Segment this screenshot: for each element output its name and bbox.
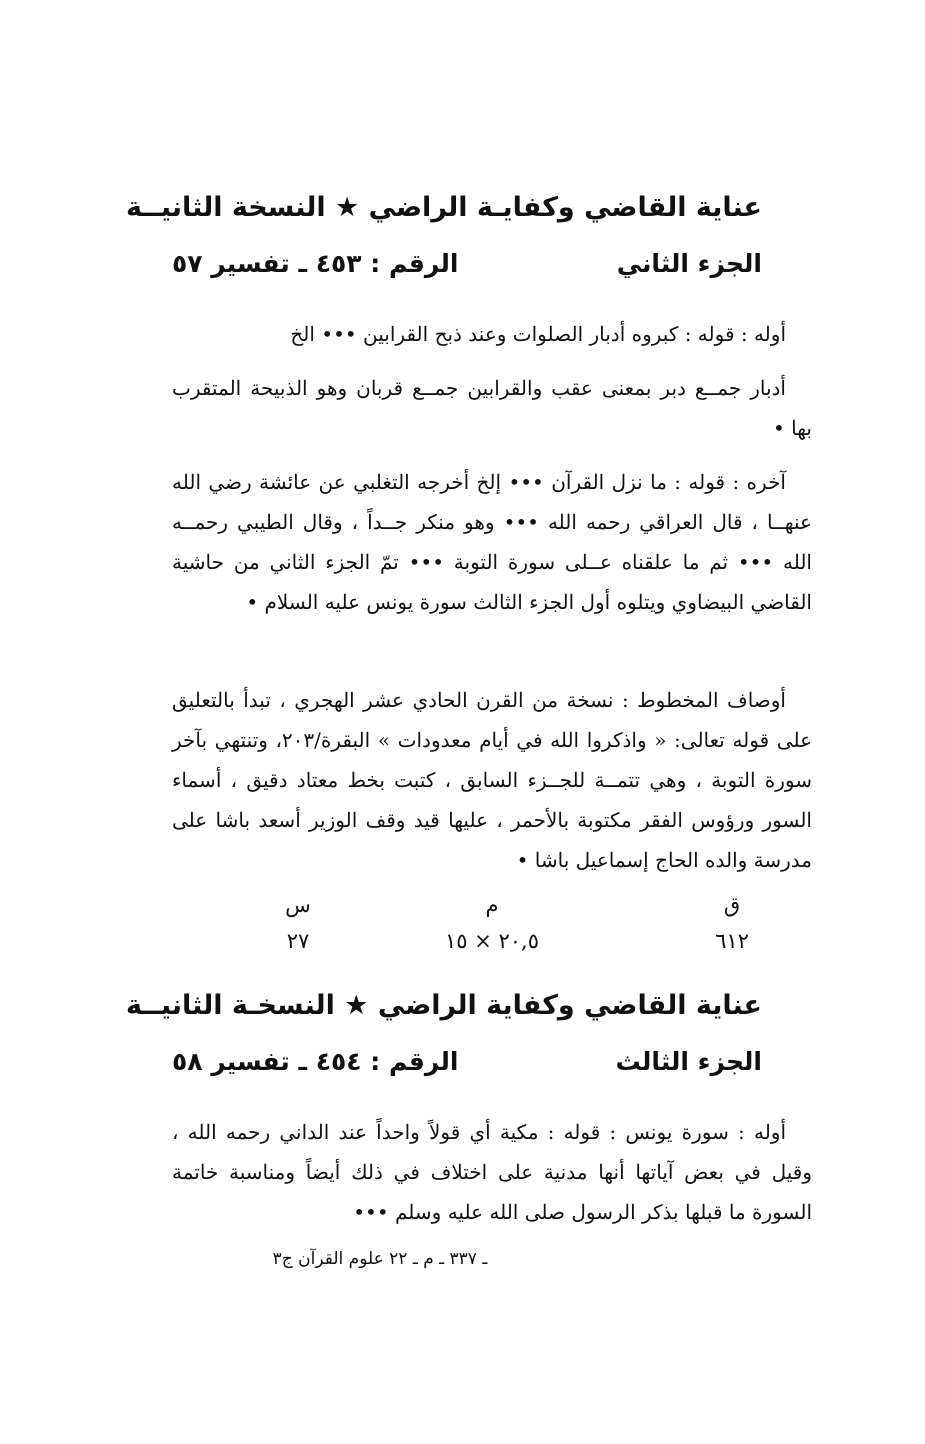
stat-value-lines: ٢٧ [286, 929, 310, 953]
entry1-description-text: أوصاف المخطوط : نسخة من القرن الحادي عشر الهجري ، تبدأ بالتعليق على قوله تعالى: « واذكروا الله في أيام معدودات » البقرة/٢٠٣، وتنتهي بآخر سورة التوبة ، وهي تتمــة للجــزء السابق ، كتبت بخط معتاد دقيق ، أسماء السور ورؤوس الفقر مكتوبة بالأحمر ، عليها قيد وقف الوزير أسعد باشا على مدرسة والده الحاج إسماعيل باشا • [172, 688, 813, 872]
stat-value-leaves: ٦١٢ [715, 929, 749, 953]
entry1-ending [172, 462, 812, 622]
entry1-opening [172, 314, 812, 354]
entry2-subheading [172, 1044, 762, 1080]
entry1-opening-text: أوله : قوله : كبروه أدبار الصلوات وعند ذبح القرابين ••• الخ [290, 322, 786, 346]
stat-header-size: م [485, 893, 499, 917]
entry2-title: عناية القاضي وكفاية الراضي ★ النسخـة الثانيــة [125, 990, 762, 1021]
entry1-stats-table [172, 888, 812, 958]
page-footer: ـ ٣٣٧ ـ م ـ ٢٢ علوم القرآن ج٣ [272, 1249, 488, 1269]
entry1-definition-text: أدبار جمــع دبر بمعنى عقب والقرابين جمــع قربان وهو الذبيحة المتقرب بها • [172, 376, 812, 440]
entry2-part: الجزء الثالث [615, 1047, 762, 1076]
stat-value-size: ٢٠,٥ × ١٥ [444, 929, 540, 953]
stat-header-lines: س [285, 893, 311, 917]
entry2-opening-text: أوله : سورة يونس : قوله : مكية أي قولاً واحداً عند الداني رحمه الله ، وقيل في بعض آياتها أنها مدنية على اختلاف في ذلك أيضاً ومناسبة خاتمة السورة ما قبلها بذكر الرسول صلى الله عليه وسلم ••• [172, 1120, 812, 1224]
entry1-title: عناية القاضي وكفايـة الراضي ★ النسخة الثانيــة [125, 192, 762, 223]
stat-header-leaves: ق [723, 893, 741, 917]
entry1-ending-text: آخره : قوله : ما نزل القرآن ••• إلخ أخرجه التغلبي عن عائشة رضي الله عنهــا ، قال العراقي رحمه الله ••• وهو منكر جــداً ، وقال الطيبي رحمــه الله ••• ثم ما علقناه عــلى سورة التوبة ••• تمّ الجزء الثاني من حاشية القاضي البيضاوي ويتلوه أول الجزء الثالث سورة يونس عليه السلام • [172, 470, 812, 614]
entry1-definition [172, 368, 812, 448]
entry1-part: الجزء الثاني [616, 249, 762, 278]
entry1-number: الرقم : ٤٥٣ ـ تفسير ٥٧ [172, 249, 459, 278]
entry2-number: الرقم : ٤٥٤ ـ تفسير ٥٨ [172, 1047, 459, 1076]
entry1-subheading [172, 246, 762, 282]
entry1-description [172, 680, 812, 880]
entry2-opening [172, 1112, 812, 1232]
